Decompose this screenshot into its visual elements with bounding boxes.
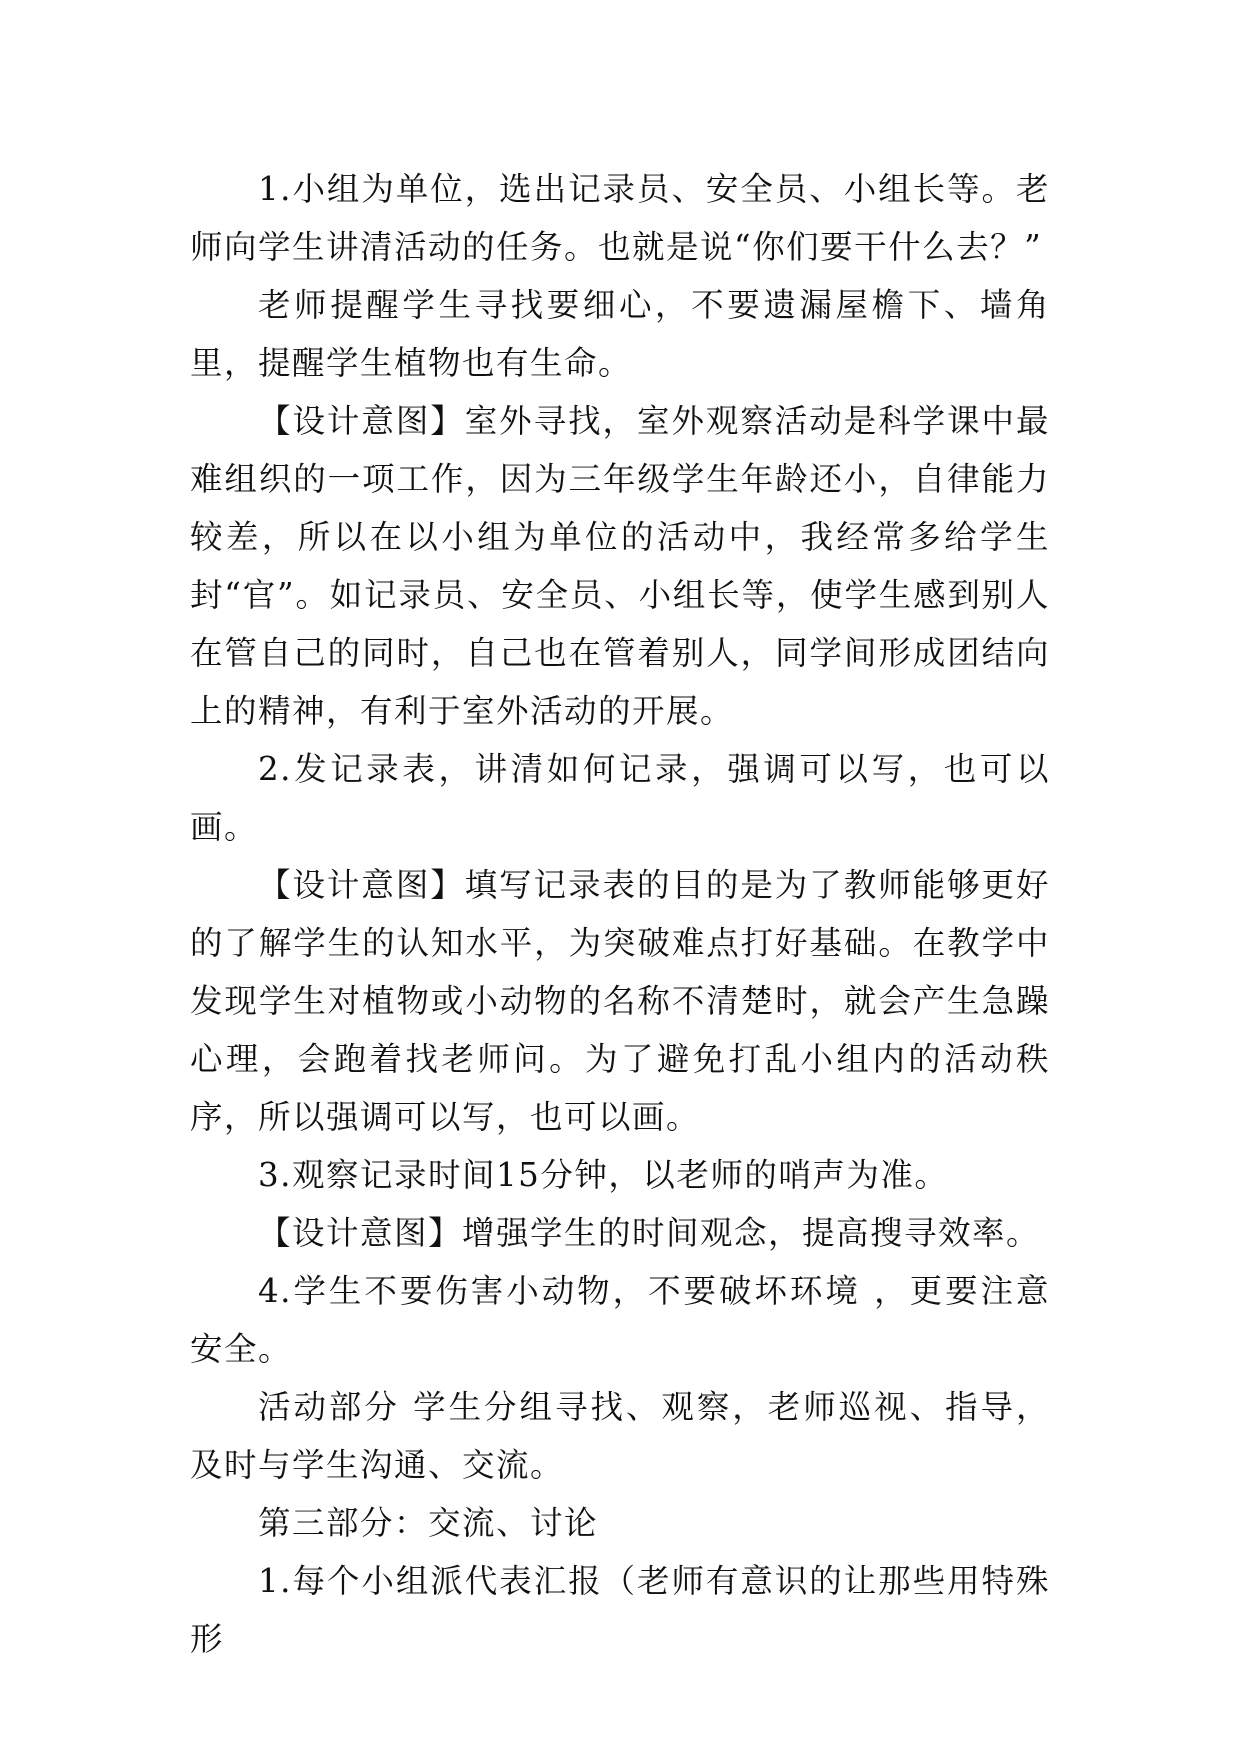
paragraph-grouping-roles: 1.小组为单位，选出记录员、安全员、小组长等。老师向学生讲清活动的任务。也就是说“你们要干什么去？” — [190, 170, 1050, 266]
paragraph-design-intent-outdoor: 【设计意图】室外寻找，室外观察活动是科学课中最难组织的一项工作，因为三年级学生年龄还小，自律能力较差，所以在以小组为单位的活动中，我经常多给学生封“官”。如记录员、安全员、小组长等，使学生感到别人在管自己的同时，自己也在管着别人，同学间形成团结向上的精神，有利于室外活动的开展。 — [190, 402, 1050, 730]
paragraph-section-three-heading: 第三部分：交流、讨论 — [258, 1504, 599, 1542]
paragraph-design-intent-time: 【设计意图】增强学生的时间观念，提高搜寻效率。 — [258, 1214, 1041, 1252]
paragraph-safety: 4.学生不要伤害小动物，不要破坏环境 ，更要注意安全。 — [190, 1272, 1050, 1368]
paragraph-observation-time: 3.观察记录时间15分钟，以老师的哨声为准。 — [258, 1156, 949, 1194]
paragraph-activity-part: 活动部分 学生分组寻找、观察，老师巡视、指导，及时与学生沟通、交流。 — [190, 1388, 1050, 1484]
document-body — [190, 160, 1050, 1668]
paragraph-record-sheet: 2.发记录表，讲清如何记录，强调可以写，也可以画。 — [190, 750, 1050, 846]
paragraph-group-report: 1.每个小组派代表汇报（老师有意识的让那些用特殊形 — [190, 1562, 1050, 1658]
paragraph-design-intent-record: 【设计意图】填写记录表的目的是为了教师能够更好的了解学生的认知水平，为突破难点打好基础。在教学中发现学生对植物或小动物的名称不清楚时，就会产生急躁心理，会跑着找老师问。为了避免打乱小组内的活动秩序，所以强调可以写，也可以画。 — [190, 866, 1050, 1136]
paragraph-teacher-reminder: 老师提醒学生寻找要细心，不要遗漏屋檐下、墙角里，提醒学生植物也有生命。 — [190, 286, 1050, 382]
